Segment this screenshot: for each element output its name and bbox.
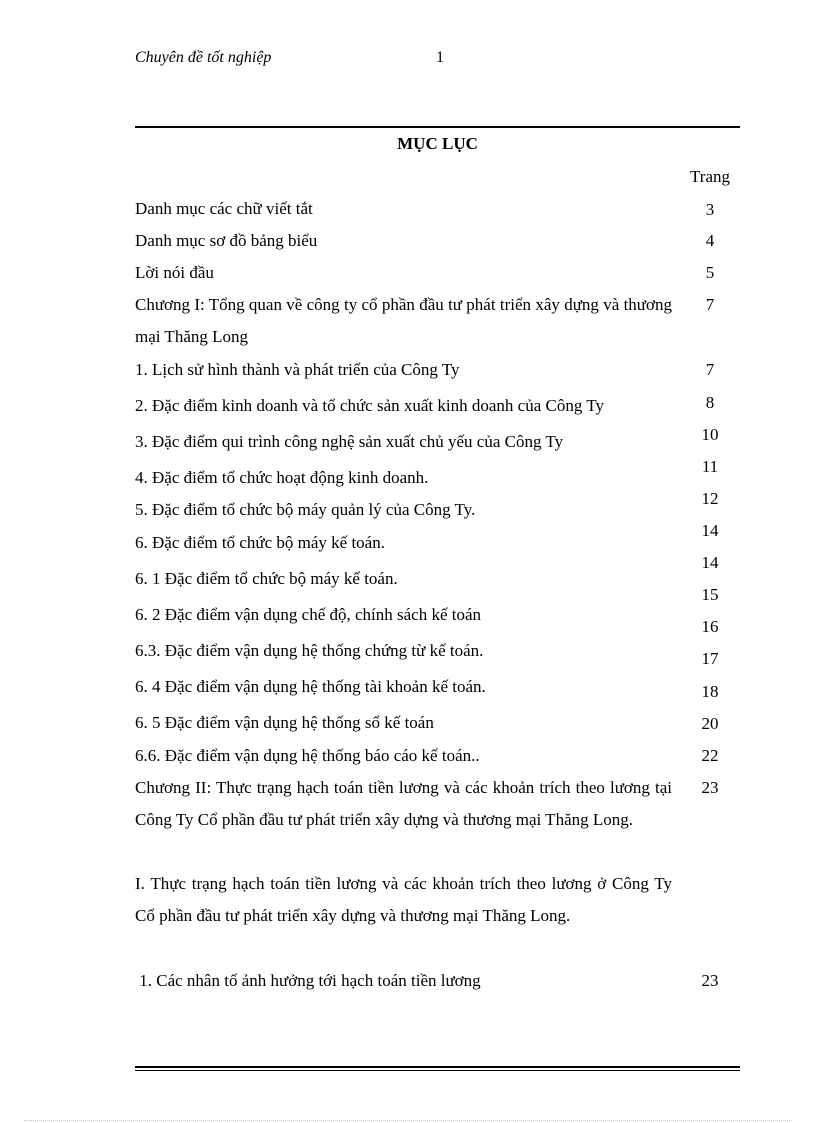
toc-page-number: 5 bbox=[705, 263, 715, 282]
toc-page-number: 10 bbox=[701, 425, 719, 444]
toc-entry: Chương I: Tổng quan về công ty cổ phần đầu tư phát triển xây dựng và thương mại Thăng Long bbox=[135, 295, 672, 346]
toc-page-number: 14 bbox=[701, 521, 719, 540]
toc-entry: 6.3. Đặc điểm vận dụng hệ thống chứng từ kế toán. bbox=[135, 641, 484, 660]
page-edge-divider bbox=[24, 1120, 792, 1121]
toc-entry: 1. Các nhân tố ảnh hưởng tới hạch toán tiền lương bbox=[135, 971, 481, 990]
toc-page-number: 7 bbox=[705, 360, 715, 379]
toc-entry: 1. Lịch sử hình thành và phát triển của Công Ty bbox=[135, 360, 460, 379]
toc-page-number: 4 bbox=[705, 231, 715, 250]
toc-entry: I. Thực trạng hạch toán tiền lương và các khoản trích theo lương ở Công Ty Cổ phần đầu tư phát triển xây dựng và thương mại Thăng Long. bbox=[135, 874, 672, 925]
toc-page-number: 23 bbox=[701, 778, 719, 797]
toc-entry: 3. Đặc điểm qui trình công nghệ sản xuất chủ yếu của Công Ty bbox=[135, 432, 564, 451]
toc-page-number: 7 bbox=[705, 295, 715, 314]
toc-page-number: 18 bbox=[701, 682, 719, 701]
toc-page-number: 23 bbox=[701, 971, 719, 990]
toc-entry: 6. 2 Đặc điểm vận dụng chế độ, chính sách kế toán bbox=[135, 605, 482, 624]
toc-entry: 6.6. Đặc điểm vận dụng hệ thống báo cáo kế toán.. bbox=[135, 746, 480, 765]
toc-entry: 6. 1 Đặc điểm tổ chức bộ máy kế toán. bbox=[135, 569, 398, 588]
toc-entry: 2. Đặc điểm kinh doanh và tổ chức sản xuất kinh doanh của Công Ty bbox=[135, 396, 604, 415]
bottom-rule bbox=[135, 1066, 740, 1071]
toc-entry: 6. 5 Đặc điểm vận dụng hệ thống sổ kế toán bbox=[135, 713, 434, 732]
toc-page-number: 17 bbox=[701, 649, 719, 668]
toc-page-number: 14 bbox=[701, 553, 719, 572]
toc-page-number: 16 bbox=[701, 617, 719, 636]
toc-title: MỤC LỤC bbox=[397, 134, 478, 153]
toc-entry: Danh mục các chữ viết tắt bbox=[135, 199, 313, 218]
toc-entry: Lời nói đầu bbox=[135, 263, 214, 282]
toc-entry: 5. Đặc điểm tổ chức bộ máy quản lý của Công Ty. bbox=[135, 500, 476, 519]
toc-page-number: 12 bbox=[701, 489, 719, 508]
toc-entry: 6. Đặc điểm tổ chức bộ máy kế toán. bbox=[135, 533, 385, 552]
toc-page-number: 11 bbox=[701, 457, 719, 476]
toc-entry: Danh mục sơ đồ bảng biểu bbox=[135, 231, 318, 250]
toc-entry: 4. Đặc điểm tổ chức hoạt động kinh doanh. bbox=[135, 468, 429, 487]
toc-page-column-label: Trang bbox=[690, 167, 730, 186]
toc-page-number: 22 bbox=[701, 746, 719, 765]
toc-entry: 6. 4 Đặc điểm vận dụng hệ thống tài khoản kế toán. bbox=[135, 677, 486, 696]
toc-page-number: 3 bbox=[705, 200, 715, 219]
page-number: 1 bbox=[436, 49, 444, 66]
toc-page-number: 8 bbox=[705, 393, 715, 412]
running-header: Chuyên đề tốt nghiệp bbox=[135, 49, 272, 66]
toc-entry: Chương II: Thực trạng hạch toán tiền lương và các khoản trích theo lương tại Công Ty Cổ phần đầu tư phát triển xây dựng và thương mại Thăng Long. bbox=[135, 778, 672, 829]
toc-page-number: 20 bbox=[701, 714, 719, 733]
toc-page-number: 15 bbox=[701, 585, 719, 604]
top-rule bbox=[135, 126, 740, 128]
